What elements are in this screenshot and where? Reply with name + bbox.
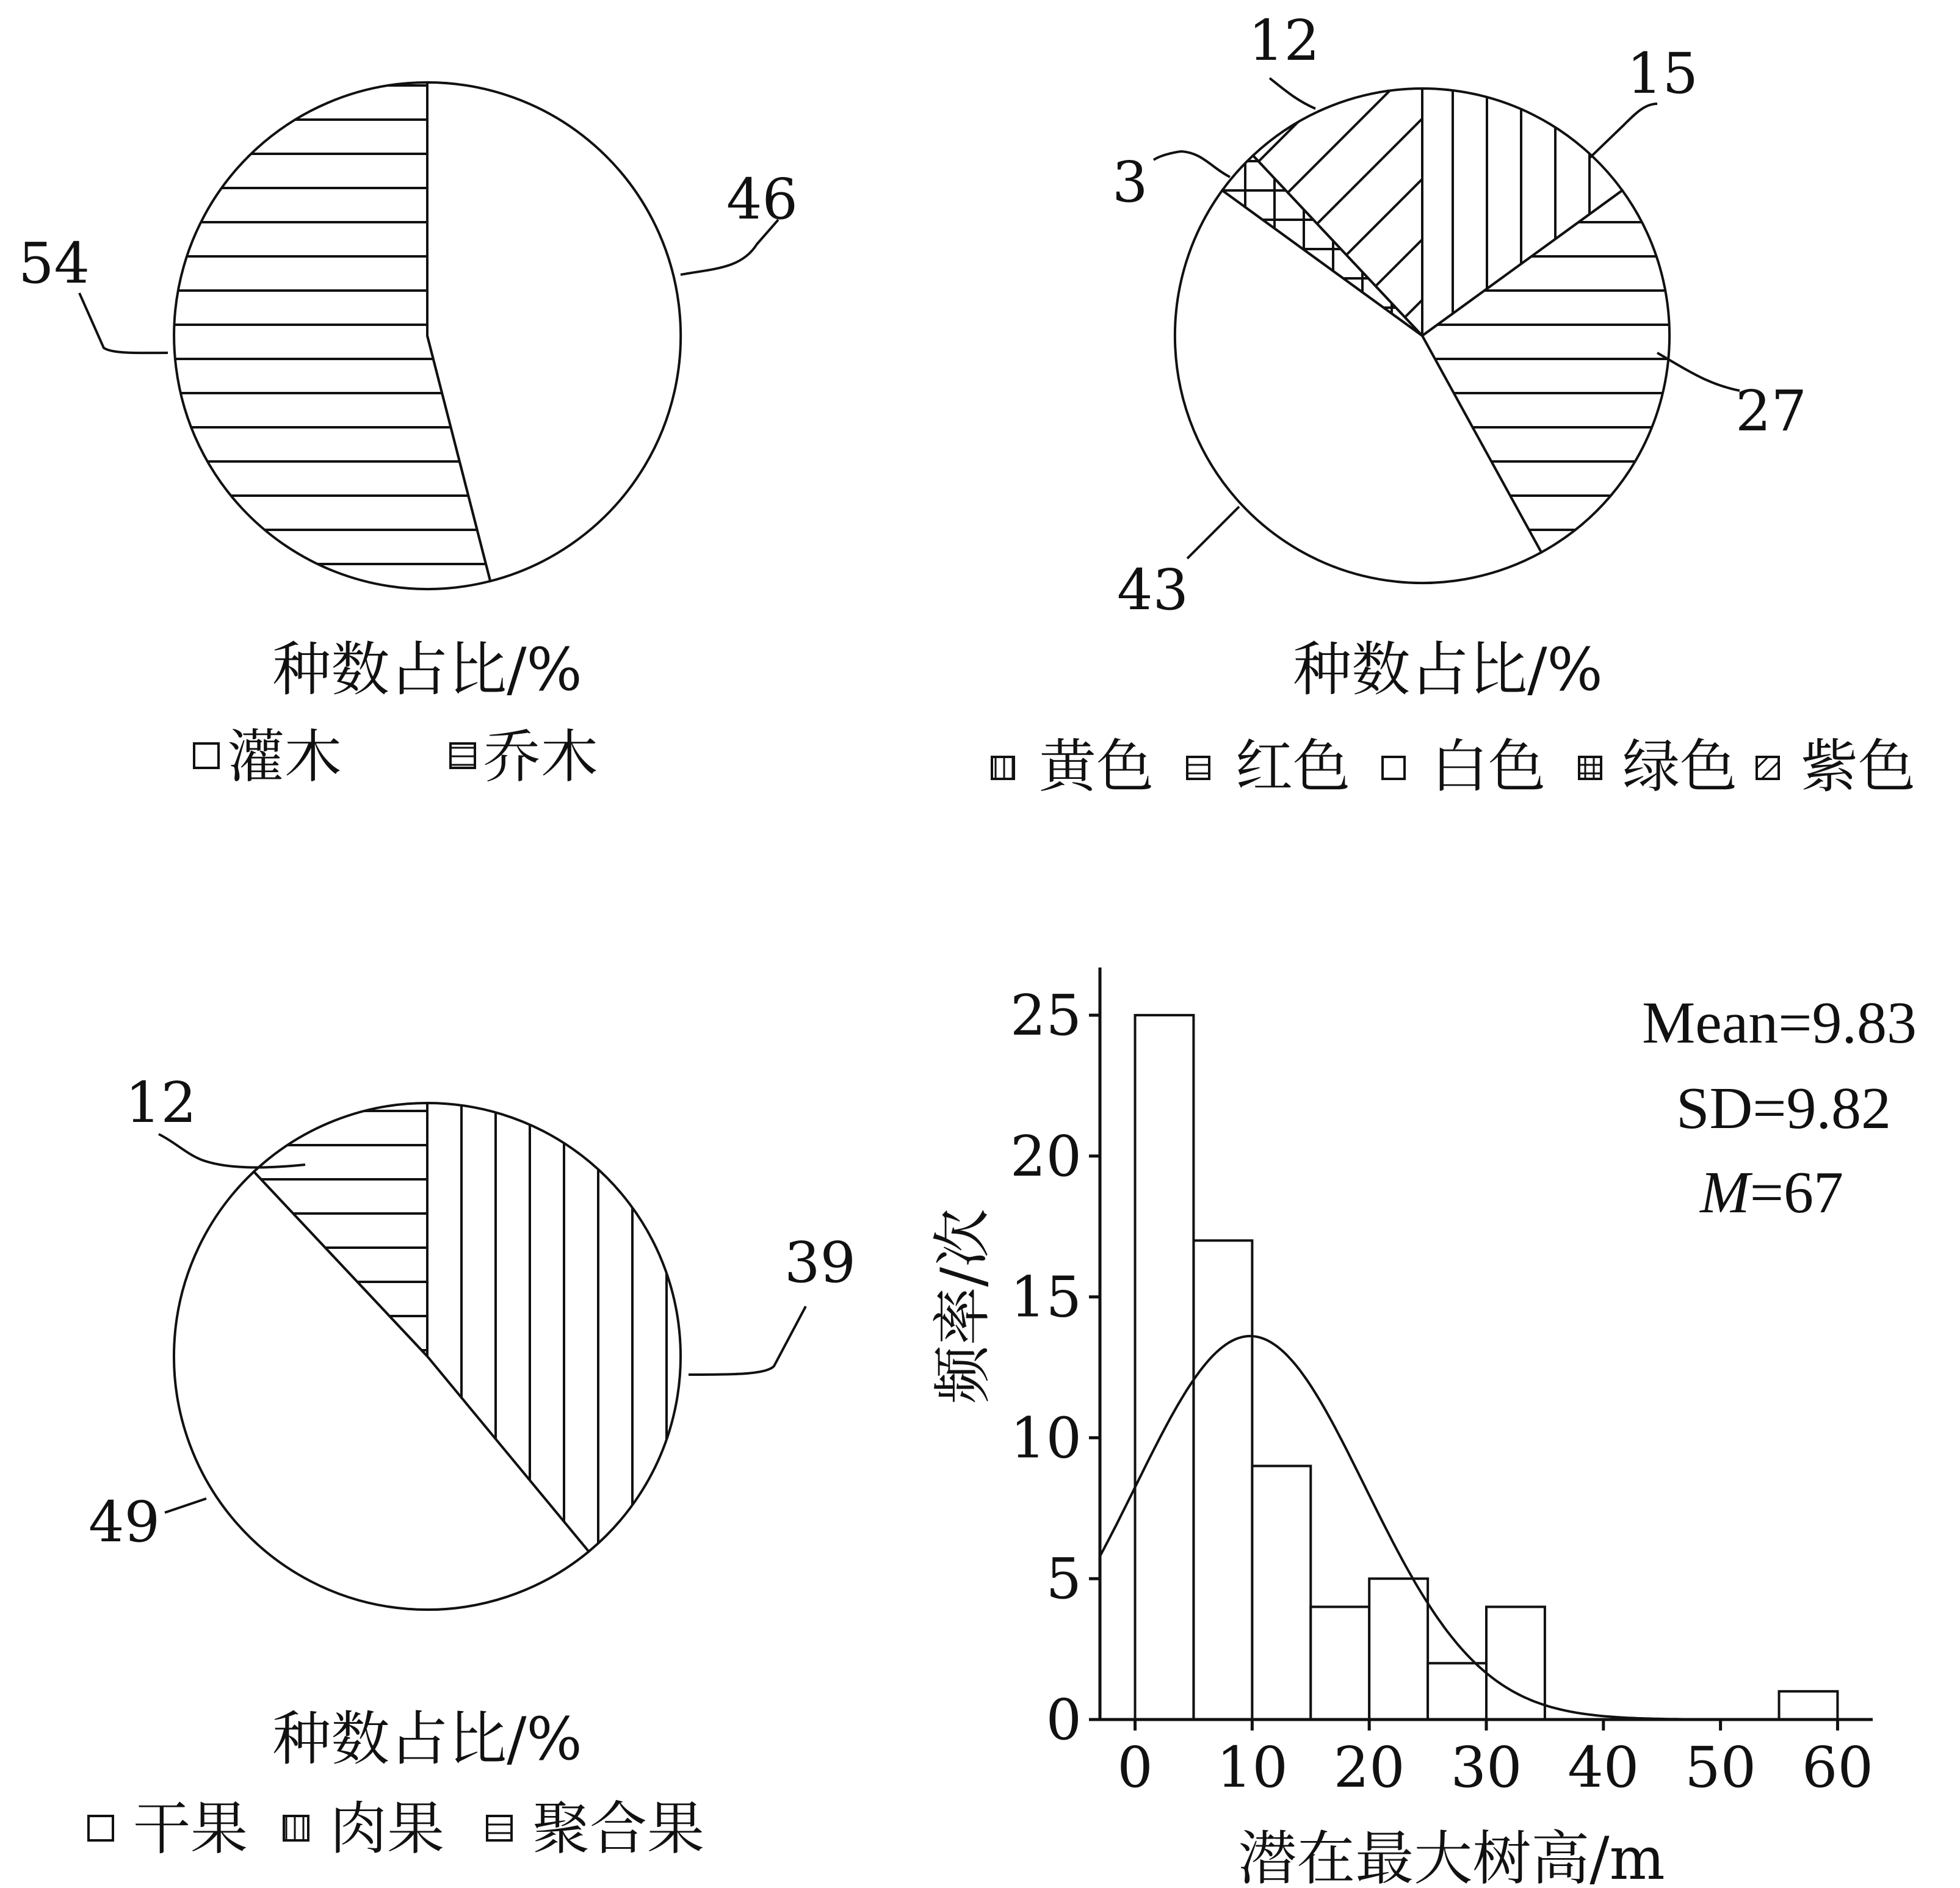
leader-line-white [1187,507,1239,559]
sd-annotation: SD=9.82 [1676,1076,1891,1141]
x-tick-label: 40 [1568,1735,1640,1800]
value-label-tree: 54 [18,231,90,296]
x-tick-label: 30 [1450,1735,1522,1800]
value-label-dry-fruit: 49 [89,1489,161,1555]
y-axis-label: 频率/次 [928,1208,997,1405]
x-tick-label: 60 [1801,1735,1873,1800]
value-label-yellow: 15 [1627,41,1699,106]
leader-line-tree [79,293,168,353]
leader-line-fleshy-fruit [689,1306,806,1375]
legend-swatch-purple [1757,757,1779,779]
histogram-max-tree-height [928,968,1917,1888]
pie-caption: 种数占比/% [272,635,582,704]
histogram-bar-10-15 [1252,1466,1311,1720]
pie-chart-fruit-type [89,1070,856,1862]
legend-label-aggregate-fruit: 聚合果 [532,1796,705,1862]
histogram-bar-5-10 [1194,1240,1253,1720]
leader-line-purple [1270,78,1315,109]
pie-chart-plant-type [18,82,798,790]
value-label-green: 3 [1112,150,1148,215]
histogram-bar-15-20 [1311,1607,1369,1720]
x-axis-label: 潜在最大树高/m [1238,1825,1665,1888]
y-tick-label: 5 [1046,1546,1082,1612]
legend-label-purple: 紫色 [1801,734,1916,800]
m-symbol: M [1700,1160,1750,1226]
x-tick-label: 10 [1216,1735,1288,1800]
legend-swatch-tree [450,743,475,768]
legend-swatch-green [1579,757,1601,779]
mean-annotation: Mean=9.83 [1642,990,1917,1056]
legend-label-fleshy-fruit: 肉果 [330,1796,445,1862]
x-tick-label: 20 [1333,1735,1405,1800]
legend-swatch-white [1383,757,1405,779]
legend [89,1796,704,1862]
y-tick-label: 25 [1010,983,1082,1049]
legend-label-white: 白色 [1431,734,1546,800]
legend-label-shrub: 灌木 [227,724,342,790]
m-annotation [1699,1160,1843,1226]
leader-line-yellow [1590,104,1657,157]
legend-label-tree: 乔木 [483,724,599,790]
pie-chart-flower-color [992,8,1915,800]
legend-swatch-shrub [194,743,219,768]
legend-swatch-dry-fruit [89,1816,113,1840]
value-label-aggregate-fruit: 12 [125,1070,197,1135]
y-tick-label: 15 [1010,1264,1082,1330]
x-tick-label: 50 [1685,1735,1757,1800]
legend-label-red: 红色 [1235,734,1351,800]
leader-line-green [1154,151,1230,177]
leader-line-dry-fruit [165,1499,206,1513]
legend-swatch-fleshy-fruit [284,1816,308,1840]
legend-swatch-yellow [992,757,1014,779]
y-tick-label: 10 [1010,1405,1082,1471]
y-axis-ticks [1010,983,1100,1752]
pie-caption: 种数占比/% [272,1705,582,1773]
legend-swatch-aggregate-fruit [487,1816,512,1840]
y-tick-label: 20 [1010,1123,1082,1189]
histogram-bar-55-60 [1779,1691,1838,1720]
legend [194,724,598,790]
legend-swatch-red [1187,757,1209,779]
legend-label-green: 绿色 [1622,734,1738,800]
y-tick-label: 0 [1046,1687,1082,1752]
x-axis-ticks [1117,1720,1873,1800]
legend [992,734,1915,800]
x-tick-label: 0 [1117,1735,1153,1800]
legend-label-dry-fruit: 干果 [133,1796,248,1862]
histogram-bar-25-30 [1428,1663,1486,1720]
pie-caption: 种数占比/% [1293,635,1603,704]
histogram-bar-20-25 [1369,1579,1428,1720]
value-label-white: 43 [1117,557,1189,623]
histogram-bar-0-5 [1135,1015,1194,1720]
value-label-purple: 12 [1248,8,1320,73]
legend-label-yellow: 黄色 [1039,734,1154,800]
value-label-fleshy-fruit: 39 [784,1230,856,1295]
value-label-red: 27 [1735,378,1807,444]
value-label-shrub: 46 [726,167,798,232]
m-value: =67 [1749,1160,1843,1226]
